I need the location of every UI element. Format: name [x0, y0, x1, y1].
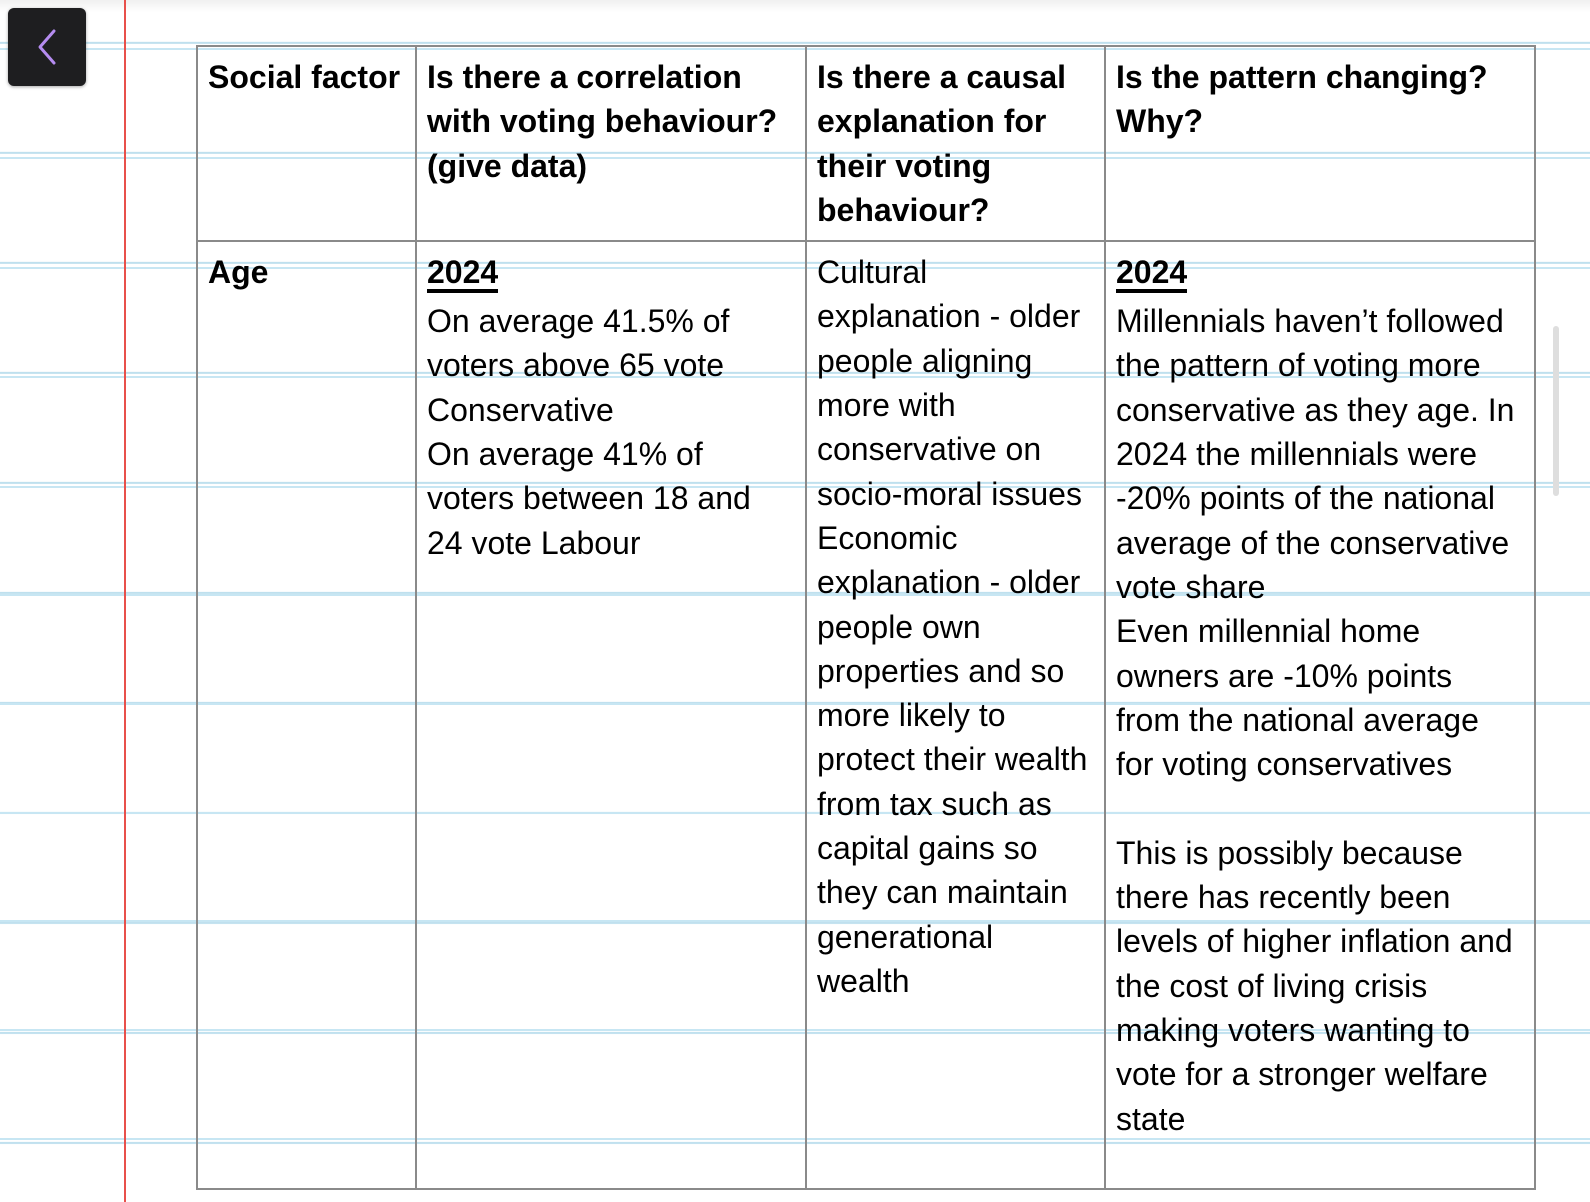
changing-reason: This is possibly because there has recently been levels of higher inflation and the cost of living crisis making voters wanting to vote for a stronger welfare state [1116, 834, 1513, 1137]
causal-line: Cultural explanation - older people aligning more with conservative on socio-moral issues [817, 254, 1082, 512]
correlation-line: On average 41.5% of voters above 65 vote Conservative [427, 303, 730, 428]
header-pattern-changing: Is the pattern changing? Why? [1105, 46, 1535, 241]
notes-table [196, 45, 1536, 1190]
notebook-margin-line [124, 0, 126, 1202]
correlation-year-heading: 2024 [427, 255, 498, 293]
header-correlation: Is there a correlation with voting behaviour? (give data) [416, 46, 806, 241]
correlation-line: On average 41% of voters between 18 and 24 vote Labour [427, 436, 751, 561]
cell-correlation[interactable] [416, 241, 806, 1189]
header-causal-explanation: Is there a causal explanation for their voting behaviour? [806, 46, 1105, 241]
chevron-left-icon [34, 27, 60, 67]
back-button[interactable] [8, 8, 86, 86]
table-row [197, 241, 1535, 1189]
causal-line: Economic explanation - older people own properties and so more likely to protect their wealth from tax such as capital gains so they can maintain generational wealth [817, 519, 1088, 999]
changing-line: Millennials haven’t followed the pattern of voting more conservative as they age. In 2024 the millennials were -20% points of the national average of the conservative vote share [1116, 303, 1515, 605]
social-factor-label: Age [208, 254, 269, 291]
header-social-factor: Social factor [197, 46, 416, 241]
changing-line: Even millennial home owners are -10% points from the national average for voting conservatives [1116, 613, 1479, 783]
cell-social-factor[interactable] [197, 241, 416, 1189]
table-header-row [197, 46, 1535, 241]
top-edge-shadow [0, 0, 1590, 12]
paragraph-gap [1116, 786, 1524, 830]
scroll-indicator[interactable] [1553, 326, 1559, 496]
cell-causal-explanation[interactable] [806, 241, 1105, 1189]
changing-year-heading: 2024 [1116, 255, 1187, 293]
cell-pattern-changing[interactable] [1105, 241, 1535, 1189]
